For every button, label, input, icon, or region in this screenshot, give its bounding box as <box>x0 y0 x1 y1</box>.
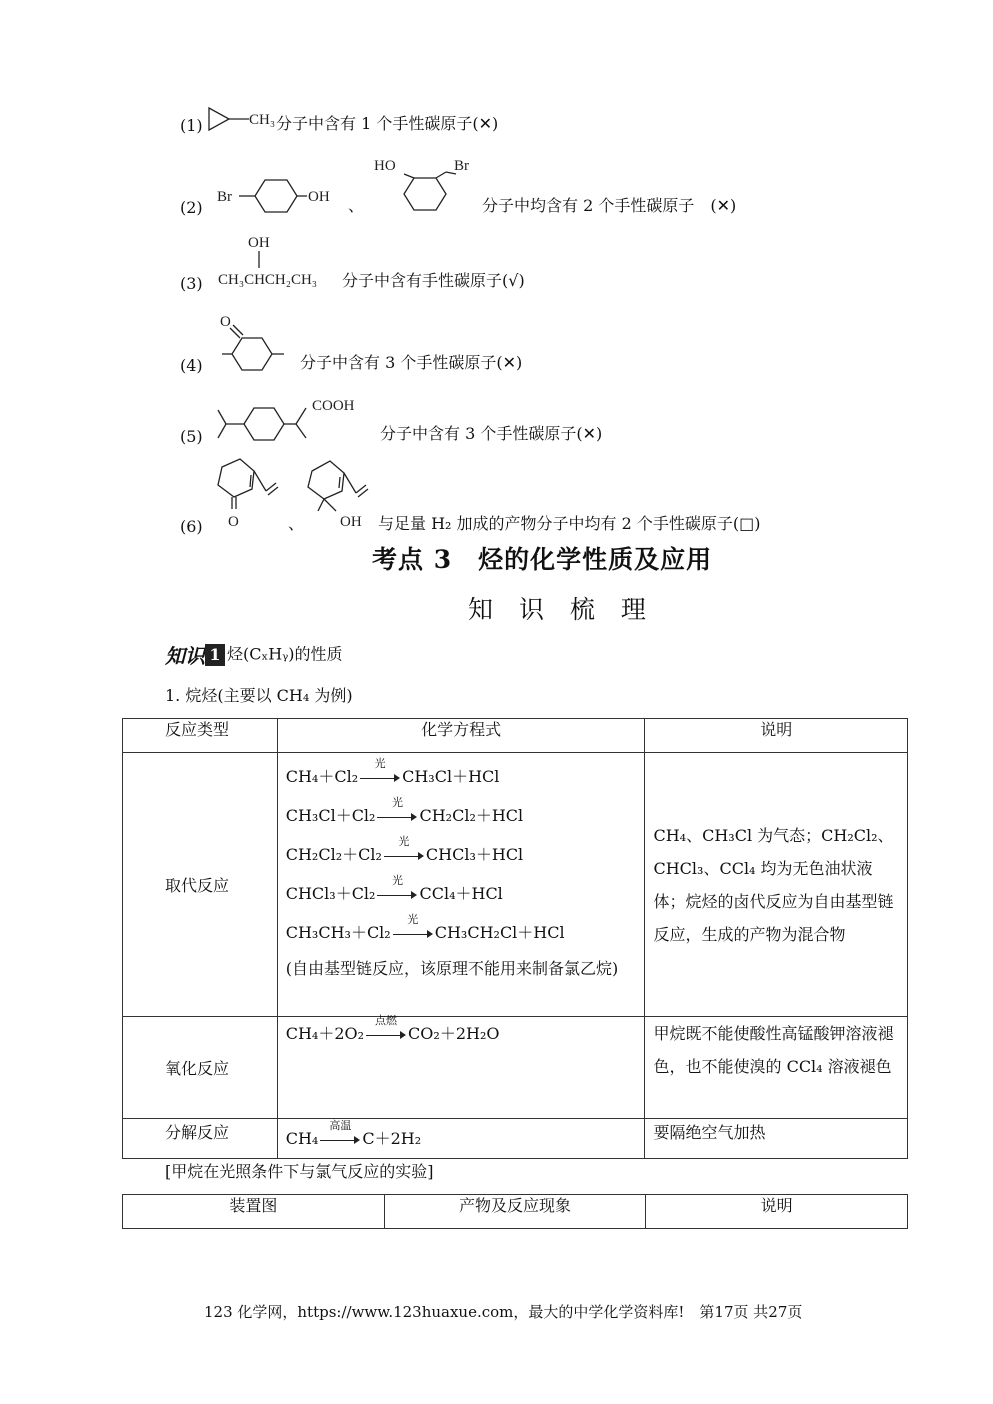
item-text: 分子中含有 3 个手性碳原子(✕) <box>300 353 523 372</box>
oh-label: OH <box>308 189 330 205</box>
header-cell: 装置图 <box>123 1195 385 1229</box>
header-cell: 化学方程式 <box>277 719 645 753</box>
reaction-arrow <box>377 795 417 823</box>
alkane-properties-table <box>122 718 908 1159</box>
section-title: 考点 3 烃的化学性质及应用 <box>372 545 713 574</box>
eq-left: CH₂Cl₂＋Cl₂ <box>285 845 382 864</box>
header-cell: 产物及反应现象 <box>384 1195 646 1229</box>
section-subtitle: 知 识 梳 理 <box>468 595 655 624</box>
br-label: Br <box>454 158 469 174</box>
item-number: (6) <box>180 517 203 536</box>
o-label: O <box>228 514 239 530</box>
item-number: (2) <box>180 198 203 217</box>
oh-label: OH <box>248 235 270 251</box>
bromocyclohexanol-meta-structure <box>370 150 480 216</box>
arrow-condition: 高温 <box>329 1118 352 1132</box>
alkane-heading: 1. 烷烃(主要以 CH₄ 为例) <box>165 686 353 705</box>
reaction-arrow <box>384 834 424 862</box>
table-row <box>123 1017 908 1119</box>
experiment-table <box>122 1194 908 1229</box>
eq-right: CH₂Cl₂＋HCl <box>419 806 524 825</box>
butanol-structure <box>216 232 336 294</box>
reaction-arrow <box>366 1013 406 1041</box>
knowledge-header <box>165 640 343 666</box>
eq-right: CCl₄＋HCl <box>419 884 503 903</box>
oh-label: OH <box>340 514 362 530</box>
arrow-condition: 点燃 <box>375 1013 398 1027</box>
experiment-heading: [甲烷在光照条件下与氯气反应的实验] <box>165 1162 434 1181</box>
table-row <box>123 753 908 1017</box>
bromocyclohexanol-structure <box>215 172 345 222</box>
equation <box>278 757 645 796</box>
equations-cell <box>277 1013 645 1119</box>
header-cell: 说明 <box>645 719 908 753</box>
eq-left: CH₄＋2O₂ <box>285 1024 365 1043</box>
eq-right: CH₃CH₂Cl＋HCl <box>434 923 565 942</box>
item-number: (1) <box>180 116 203 135</box>
chain-label: CH₃CHCH₂CH₃ <box>218 272 318 288</box>
reaction-type: 分解反应 <box>123 1119 278 1159</box>
note-text: 甲烷既不能使酸性高锰酸钾溶液褪色，也不能使溴的 CCl₄ 溶液褪色 <box>653 1024 894 1076</box>
isopropylcyclohexyl-propanoic-acid-structure <box>212 394 374 446</box>
item-number: (4) <box>180 356 203 375</box>
item-text: 分子中含有 1 个手性碳原子(✕) <box>276 114 499 133</box>
equation <box>278 1013 645 1051</box>
eq-right: CHCl₃＋HCl <box>425 845 524 864</box>
arrow-condition: 光 <box>391 873 403 887</box>
vinylmethylcyclohexenol-structure <box>300 455 380 533</box>
reaction-type: 氧化反应 <box>123 1017 278 1119</box>
eq-left: CH₃Cl＋Cl₂ <box>285 806 376 825</box>
separator: 、 <box>348 196 365 215</box>
reaction-arrow <box>377 873 417 901</box>
equation <box>278 1119 645 1157</box>
equation <box>278 835 645 874</box>
knowledge-badge-number: 1 <box>205 644 225 666</box>
equation-remark: (自由基型链反应，该原理不能用来制备氯乙烷) <box>285 959 619 978</box>
eq-right: CH₃Cl＋HCl <box>402 767 500 786</box>
page-footer: 123 化学网，https://www.123huaxue.com，最大的中学化学资料库! 第17页 共27页 <box>204 1303 803 1321</box>
reaction-type: 取代反应 <box>123 753 278 1017</box>
equation <box>278 874 645 913</box>
table-row <box>123 1119 908 1159</box>
separator: 、 <box>288 514 305 533</box>
equation <box>278 796 645 835</box>
item-text: 分子中均含有 2 个手性碳原子 (✕) <box>482 196 737 215</box>
ch3-label: CH₃ <box>249 112 276 128</box>
eq-left: CH₃CH₃＋Cl₂ <box>285 923 391 942</box>
knowledge-title: 烃(CₓHᵧ)的性质 <box>227 644 343 664</box>
cooh-label: COOH <box>312 398 355 414</box>
arrow-condition: 光 <box>374 756 386 770</box>
equation <box>278 913 645 952</box>
item-number: (3) <box>180 274 203 293</box>
note-text: 要隔绝空气加热 <box>645 1119 908 1159</box>
eq-left: CH₄＋Cl₂ <box>285 767 359 786</box>
arrow-condition: 光 <box>391 795 403 809</box>
ho-label: HO <box>374 158 396 174</box>
note-text: CH₄、CH₃Cl 为气态；CH₂Cl₂、CHCl₃、CCl₄ 均为无色油状液体；烷烃的卤代反应为自由基型链反应，生成的产物为混合物 <box>653 825 894 944</box>
o-label: O <box>220 314 231 330</box>
reaction-arrow <box>320 1118 360 1146</box>
eq-left: CH₄ <box>285 1129 319 1148</box>
item-text: 分子中含有 3 个手性碳原子(✕) <box>380 424 603 443</box>
dimethylcyclohexanone-structure <box>210 310 300 376</box>
item-text: 与足量 H₂ 加成的产物分子中均有 2 个手性碳原子(□) <box>378 514 761 533</box>
eq-right: C＋2H₂ <box>362 1129 422 1148</box>
reaction-arrow <box>393 912 433 940</box>
item-text: 分子中含有手性碳原子(√) <box>342 271 525 290</box>
br-label: Br <box>217 189 232 205</box>
table-header-row <box>123 1195 908 1229</box>
table-header-row <box>123 719 908 753</box>
header-cell: 反应类型 <box>123 719 278 753</box>
methylcyclopropane-structure <box>205 104 277 134</box>
arrow-condition: 光 <box>398 834 410 848</box>
equations-cell <box>277 753 645 1017</box>
eq-right: CO₂＋2H₂O <box>408 1024 500 1043</box>
note-cell <box>645 1017 908 1119</box>
item-number: (5) <box>180 427 203 446</box>
reaction-arrow <box>360 756 400 784</box>
eq-left: CHCl₃＋Cl₂ <box>285 884 376 903</box>
arrow-condition: 光 <box>407 912 419 926</box>
header-cell: 说明 <box>646 1195 908 1229</box>
knowledge-badge: 知识 <box>165 644 205 668</box>
equations-cell <box>277 1119 645 1159</box>
vinylcyclohexenone-structure <box>210 455 284 533</box>
note-cell <box>645 753 908 1017</box>
